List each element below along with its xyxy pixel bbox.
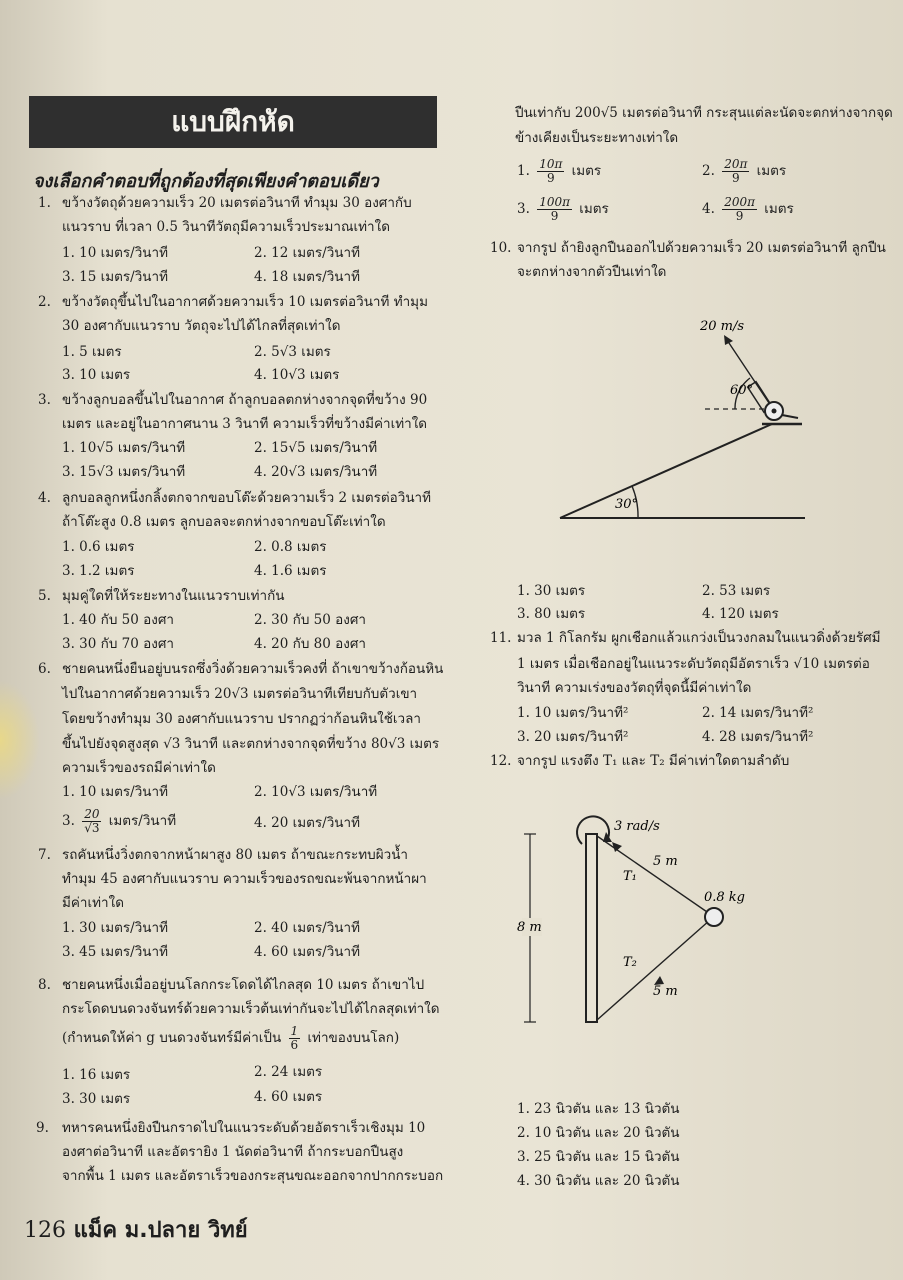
- answer-option[interactable]: 1. 5 เมตร: [62, 344, 122, 360]
- option-unit: เมตร: [571, 163, 602, 179]
- fraction: [289, 1025, 301, 1052]
- option-unit: เมตร: [764, 201, 794, 217]
- answer-option[interactable]: 1. 30 เมตร/วินาที: [62, 920, 169, 936]
- answer-option[interactable]: 4. 20 กับ 80 องศา: [254, 636, 366, 652]
- answer-option[interactable]: 3. 30 กับ 70 องศา: [62, 636, 174, 652]
- angle-label-30: 30°: [615, 497, 639, 512]
- mass-label: 0.8 kg: [704, 890, 746, 905]
- answer-option[interactable]: [702, 196, 794, 223]
- fraction-numerator: 10π: [539, 157, 563, 171]
- answer-option[interactable]: [62, 808, 176, 835]
- velocity-vector: [727, 340, 773, 409]
- fraction-denominator: 9: [546, 171, 555, 185]
- answer-option[interactable]: 1. 0.6 เมตร: [62, 539, 135, 555]
- answer-option[interactable]: 3. 25 นิวตัน และ 15 นิวตัน: [517, 1149, 680, 1165]
- fraction: [722, 158, 749, 185]
- answer-option[interactable]: 1. 10 เมตร/วินาที²: [517, 705, 629, 721]
- question-text: ข้างเคียงเป็นระยะทางเท่าใด: [515, 130, 679, 146]
- question-text: ขึ้นไปยังจุดสูงสุด √3 วินาที และตกห่างจากจุดที่ขว้าง 80√3 เมตร: [62, 736, 440, 752]
- question-text: โดยขว้างทำมุม 30 องศากับแนวราบ ปรากฏว่าก้อนหินใช้เวลา: [62, 711, 421, 727]
- section-title-box: [29, 96, 437, 148]
- question-text: องศาต่อวินาที และอัตรายิง 1 นัดต่อวินาที ถ้ากระบอกปืนสูง: [62, 1144, 404, 1160]
- answer-option[interactable]: 3. 10 เมตร: [62, 367, 131, 383]
- answer-option[interactable]: [702, 158, 786, 185]
- incline-figure: [540, 310, 820, 530]
- answer-option[interactable]: 3. 15√3 เมตร/วินาที: [62, 464, 186, 480]
- answer-option[interactable]: 4. 120 เมตร: [702, 606, 779, 622]
- question-text: ไปในอากาศด้วยความเร็ว 20√3 เมตรต่อวินาทีเทียบกับตัวเขา: [62, 686, 418, 702]
- question-number: 12.: [490, 753, 512, 769]
- question-number: 5.: [38, 588, 51, 604]
- answer-option[interactable]: 2. 15√5 เมตร/วินาที: [254, 440, 378, 456]
- answer-option[interactable]: 2. 30 กับ 50 องศา: [254, 612, 366, 628]
- angular-speed-label: 3 rad/s: [614, 819, 660, 834]
- fraction-numerator: 1: [290, 1024, 299, 1038]
- option-label: 2.: [702, 163, 715, 179]
- answer-option[interactable]: [517, 158, 601, 185]
- option-unit: เมตร: [579, 201, 609, 217]
- gun-wheel-hub: [772, 409, 777, 414]
- answer-option[interactable]: 2. 24 เมตร: [254, 1064, 323, 1080]
- question-number: 7.: [38, 847, 51, 863]
- question-number: 8.: [38, 977, 51, 993]
- answer-option[interactable]: 2. 12 เมตร/วินาที: [254, 245, 361, 261]
- question-text: แนวราบ ที่เวลา 0.5 วินาทีวัตถุมีความเร็วประมาณเท่าใด: [62, 219, 390, 235]
- answer-option[interactable]: 3. 20 เมตร/วินาที²: [517, 729, 629, 745]
- answer-option[interactable]: 1. 30 เมตร: [517, 583, 586, 599]
- fraction: [722, 196, 757, 223]
- note-text: เท่าของบนโลก): [307, 1030, 400, 1046]
- fraction: [537, 196, 572, 223]
- answer-option[interactable]: 1. 10√5 เมตร/วินาที: [62, 440, 186, 456]
- question-text: มุมคู่ใดที่ให้ระยะทางในแนวราบเท่ากัน: [62, 588, 285, 604]
- question-text: วินาที ความเร่งของวัตถุที่จุดนี้มีค่าเท่าใด: [517, 680, 752, 696]
- question-text: ทำมุม 45 องศากับแนวราบ ความเร็วของรถขณะพ้นจากหน้าผา: [62, 871, 427, 887]
- fraction-numerator: 200π: [724, 195, 755, 209]
- instruction: จงเลือกคำตอบที่ถูกต้องที่สุดเพียงคำตอบเดียว: [33, 171, 379, 192]
- question-text: มวล 1 กิโลกรัม ผูกเชือกแล้วแกว่งเป็นวงกลมในแนวดิ่งด้วยรัศมี: [517, 630, 881, 646]
- answer-option[interactable]: 3. 45 เมตร/วินาที: [62, 944, 169, 960]
- answer-option[interactable]: 4. 20√3 เมตร/วินาที: [254, 464, 378, 480]
- answer-option[interactable]: 1. 10 เมตร/วินาที: [62, 784, 169, 800]
- answer-option[interactable]: 2. 14 เมตร/วินาที²: [702, 705, 814, 721]
- answer-option[interactable]: 4. 20 เมตร/วินาที: [254, 815, 361, 831]
- question-text: ขว้างลูกบอลขึ้นไปในอากาศ ถ้าลูกบอลตกห่างจากจุดที่ขว้าง 90: [62, 392, 428, 408]
- question-text: จากพื้น 1 เมตร และอัตราเร็วของกระสุนขณะออกจากปากกระบอก: [62, 1168, 444, 1184]
- question-text: ลูกบอลลูกหนึ่งกลิ้งตกจากขอบโต๊ะด้วยความเร็ว 2 เมตรต่อวินาที: [62, 490, 432, 506]
- question-text: กระโดดบนดวงจันทร์ด้วยความเร็วต้นเท่ากันจะไปได้ไกลสุดเท่าใด: [62, 1001, 440, 1017]
- angle-label-60: 60°: [730, 383, 754, 398]
- fraction-numerator: 100π: [539, 195, 570, 209]
- fraction-denominator: 9: [550, 209, 559, 223]
- question-number: 10.: [490, 240, 512, 256]
- fraction-denominator: 6: [290, 1038, 299, 1052]
- fraction-denominator: 9: [731, 171, 740, 185]
- question-text: ชายคนหนึ่งยืนอยู่บนรถซึ่งวิ่งด้วยความเร็วคงที่ ถ้าเขาขว้างก้อนหิน: [62, 661, 444, 677]
- question-number: 9.: [36, 1120, 49, 1136]
- question-text: จากรูป ถ้ายิงลูกปืนออกไปด้วยความเร็ว 20 เมตรต่อวินาที ลูกปืน: [517, 240, 886, 256]
- fraction-numerator: 20: [84, 807, 100, 821]
- length-label-bottom: 5 m: [653, 984, 678, 999]
- answer-option[interactable]: 1. 10 เมตร/วินาที: [62, 245, 169, 261]
- answer-option[interactable]: 2. 10√3 เมตร/วินาที: [254, 784, 378, 800]
- vertical-rod: [586, 834, 597, 1022]
- question-text: จะตกห่างจากตัวปืนเท่าใด: [517, 264, 667, 280]
- answer-option[interactable]: 2. 0.8 เมตร: [254, 539, 327, 555]
- answer-option[interactable]: 4. 1.6 เมตร: [254, 563, 327, 579]
- gun-trail: [782, 415, 798, 418]
- answer-option[interactable]: 3. 15 เมตร/วินาที: [62, 269, 169, 285]
- answer-option[interactable]: 4. 28 เมตร/วินาที²: [702, 729, 814, 745]
- answer-option[interactable]: 4. 60 เมตร/วินาที: [254, 944, 361, 960]
- height-label: 8 m: [517, 920, 542, 935]
- tension-label-1: T₁: [623, 869, 637, 884]
- speed-label: 20 m/s: [700, 319, 745, 334]
- answer-option[interactable]: 1. 16 เมตร: [62, 1067, 131, 1083]
- option-label: 4.: [702, 201, 715, 217]
- string-bottom: [597, 920, 710, 1020]
- question-text: ทหารคนหนึ่งยิงปืนกราดไปในแนวระดับด้วยอัตราเร็วเชิงมุม 10: [62, 1120, 426, 1136]
- fraction-denominator: √3: [84, 821, 100, 835]
- question-number: 11.: [490, 630, 512, 646]
- answer-option[interactable]: 3. 30 เมตร: [62, 1091, 131, 1107]
- question-text: จากรูป แรงตึง T₁ และ T₂ มีค่าเท่าใดตามลำดับ: [517, 753, 790, 769]
- question-text: 1 เมตร เมื่อเชือกอยู่ในแนวระดับวัตถุมีอัตราเร็ว √10 เมตรต่อ: [517, 656, 870, 672]
- question-text: 30 องศากับแนวราบ วัตถุจะไปได้ไกลที่สุดเท่าใด: [62, 318, 341, 334]
- question-number: 3.: [38, 392, 51, 408]
- answer-option[interactable]: 4. 18 เมตร/วินาที: [254, 269, 361, 285]
- fraction-numerator: 20π: [724, 157, 748, 171]
- answer-option[interactable]: 3. 1.2 เมตร: [62, 563, 135, 579]
- question-number: 6.: [38, 661, 51, 677]
- question-text: ปืนเท่ากับ 200√5 เมตรต่อวินาที กระสุนแต่ละนัดจะตกห่างจากจุด: [515, 105, 893, 121]
- answer-option[interactable]: 4. 10√3 เมตร: [254, 367, 340, 383]
- question-text: เมตร และอยู่ในอากาศนาน 3 วินาที ความเร็วที่ขว้างมีค่าเท่าใด: [62, 416, 428, 432]
- fraction-denominator: 9: [735, 209, 744, 223]
- answer-option[interactable]: 4. 60 เมตร: [254, 1089, 323, 1105]
- answer-option[interactable]: 4. 30 นิวตัน และ 20 นิวตัน: [517, 1173, 680, 1189]
- answer-option[interactable]: 2. 5√3 เมตร: [254, 344, 331, 360]
- page-number: 126: [24, 1218, 66, 1243]
- option-unit: เมตร: [756, 163, 787, 179]
- option-label: 3.: [517, 201, 530, 217]
- question-number: 1.: [38, 195, 51, 211]
- rotating-rod-figure: [508, 808, 768, 1028]
- question-number: 4.: [38, 490, 51, 506]
- answer-option[interactable]: 1. 23 นิวตัน และ 13 นิวตัน: [517, 1101, 680, 1117]
- incline-line: [560, 424, 772, 518]
- page-footer: [24, 1212, 248, 1247]
- question-text: ความเร็วของรถมีค่าเท่าใด: [62, 760, 216, 776]
- answer-option[interactable]: 2. 10 นิวตัน และ 20 นิวตัน: [517, 1125, 680, 1141]
- fraction: [537, 158, 564, 185]
- book-title: แม็ค ม.ปลาย วิทย์: [73, 1218, 248, 1243]
- question-text: ถ้าโต๊ะสูง 0.8 เมตร ลูกบอลจะตกห่างจากขอบโต๊ะเท่าใด: [62, 514, 386, 530]
- answer-option[interactable]: 1. 40 กับ 50 องศา: [62, 612, 174, 628]
- page-shading: [0, 680, 40, 800]
- answer-option[interactable]: 2. 53 เมตร: [702, 583, 771, 599]
- fraction: [82, 808, 101, 835]
- question-note: [62, 1025, 399, 1052]
- answer-option[interactable]: 3. 80 เมตร: [517, 606, 586, 622]
- tension-label-2: T₂: [623, 955, 637, 970]
- mass-ball: [705, 908, 723, 926]
- answer-option[interactable]: 2. 40 เมตร/วินาที: [254, 920, 361, 936]
- length-label-top: 5 m: [653, 854, 678, 869]
- option-unit: เมตร/วินาที: [108, 813, 177, 829]
- section-title: แบบฝึกหัด: [171, 105, 295, 138]
- question-text: รถคันหนึ่งวิ่งตกจากหน้าผาสูง 80 เมตร ถ้าขณะกระทบผิวน้ำ: [62, 847, 408, 863]
- question-text: มีค่าเท่าใด: [62, 895, 124, 911]
- option-label: 1.: [517, 163, 530, 179]
- question-number: 2.: [38, 294, 51, 310]
- question-text: ขว้างวัตถุด้วยความเร็ว 20 เมตรต่อวินาที ทำมุม 30 องศากับ: [62, 195, 412, 211]
- option-label: 3.: [62, 813, 75, 829]
- answer-option[interactable]: [517, 196, 609, 223]
- question-text: ชายคนหนึ่งเมื่ออยู่บนโลกกระโดดได้ไกลสุด 10 เมตร ถ้าเขาไป: [62, 977, 425, 993]
- question-text: ขว้างวัตถุขึ้นไปในอากาศด้วยความเร็ว 10 เมตรต่อวินาที ทำมุม: [62, 294, 428, 310]
- note-text: (กำหนดให้ค่า g บนดวงจันทร์มีค่าเป็น: [62, 1030, 282, 1046]
